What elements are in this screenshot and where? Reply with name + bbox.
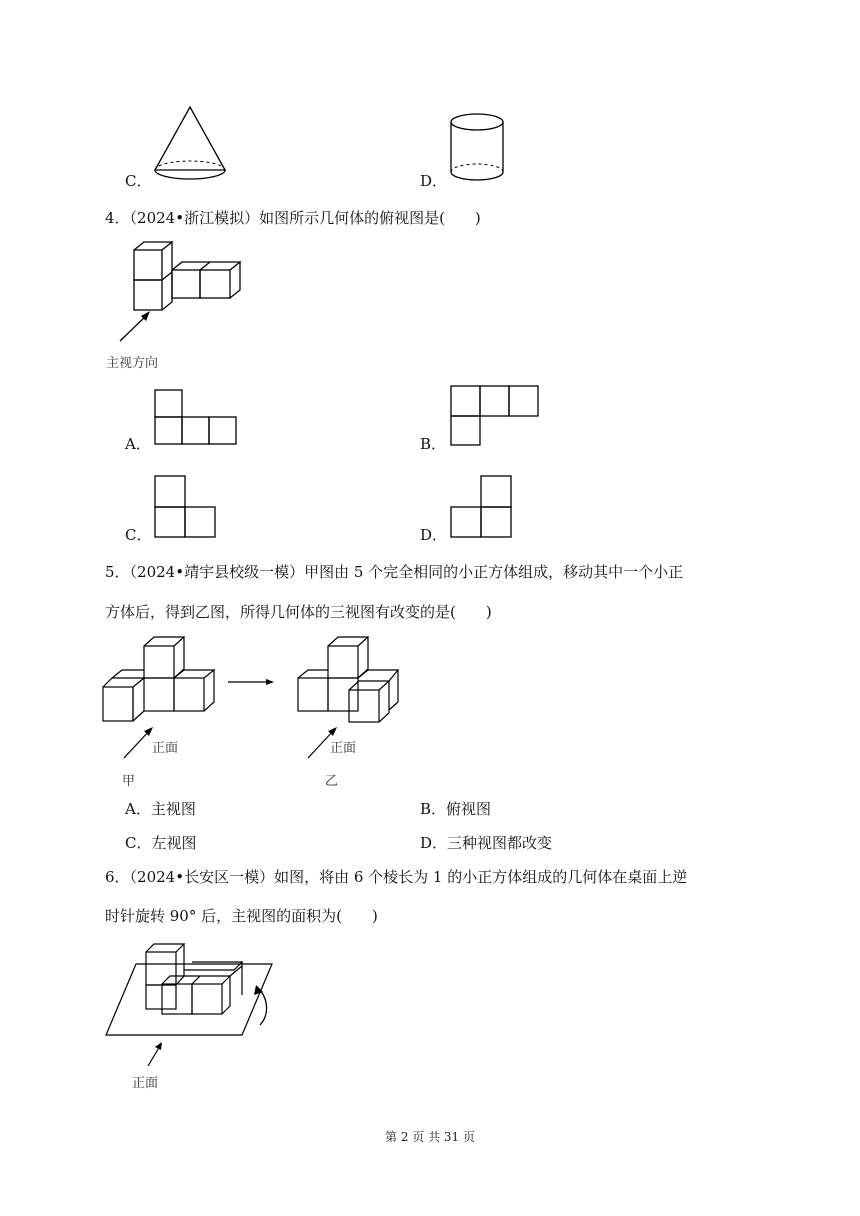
q5-transform-arrow: [228, 676, 276, 688]
q4-solid-figure: [110, 238, 260, 358]
q6-stem-line2: 时针旋转 90° 后，主视图的面积为( ): [105, 907, 378, 925]
q4-option-c-figure: [154, 475, 218, 539]
q5-front-label-jia: 正面: [152, 741, 179, 756]
q4-stem: 4．（2024•浙江模拟）如图所示几何体的俯视图是( ): [105, 209, 481, 227]
cylinder-figure: [448, 112, 510, 187]
q5-stem-line2: 方体后，得到乙图，所得几何体的三视图有改变的是( ): [105, 603, 492, 621]
q6-front-label: 正面: [132, 1076, 159, 1091]
q4-option-b-figure: [450, 385, 542, 447]
q5-caption-yi: 乙: [325, 774, 339, 789]
q3-option-d-label: D．: [420, 172, 448, 190]
q4-option-a-figure: [154, 389, 240, 447]
q5-caption-jia: 甲: [122, 774, 136, 789]
page-footer: 第 2 页 共 31 页: [385, 1130, 475, 1144]
q5-option-b[interactable]: B．俯视图: [420, 800, 492, 818]
q4-direction-label: 主视方向: [106, 356, 159, 371]
q6-figure: [104, 940, 279, 1070]
q4-option-c-label[interactable]: C．: [125, 526, 152, 544]
q3-option-c-label: C．: [125, 172, 152, 190]
q5-option-c[interactable]: C．左视图: [125, 834, 197, 852]
q4-option-d-figure: [450, 475, 514, 539]
q4-option-b-label[interactable]: B．: [420, 435, 447, 453]
q5-option-a[interactable]: A．主视图: [125, 800, 196, 818]
q4-option-d-label[interactable]: D．: [420, 526, 448, 544]
q5-stem-line1: 5．（2024•靖宇县校级一模）甲图由 5 个完全相同的小正方体组成，移动其中一个小正: [105, 563, 684, 581]
q4-option-a-label[interactable]: A．: [125, 435, 151, 453]
q5-front-label-yi: 正面: [330, 741, 357, 756]
q5-option-d[interactable]: D．三种视图都改变: [420, 834, 553, 852]
cone-figure: [150, 105, 230, 185]
q6-stem-line1: 6．（2024•长安区一模）如图，将由 6 个棱长为 1 的小正方体组成的几何体在桌面上逆: [105, 868, 688, 886]
